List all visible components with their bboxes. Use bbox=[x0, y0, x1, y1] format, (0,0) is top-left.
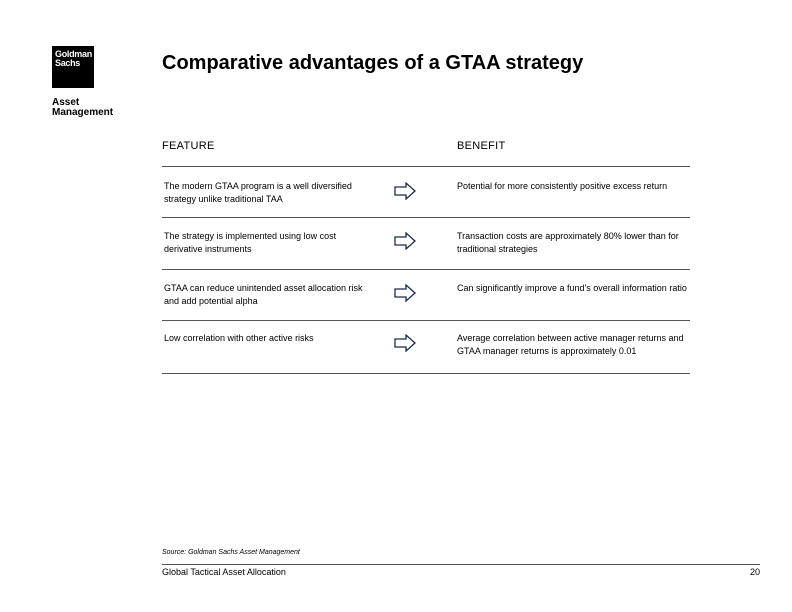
benefit-text: Average correlation between active manager returns and GTAA manager returns is approximately 0.01 bbox=[457, 333, 684, 356]
page-title: Comparative advantages of a GTAA strategy bbox=[162, 52, 584, 74]
benefit-text: Transaction costs are approximately 80% lower than for traditional strategies bbox=[457, 231, 679, 254]
right-arrow-icon bbox=[394, 284, 416, 302]
source-note: Source: Goldman Sachs Asset Management bbox=[162, 549, 300, 556]
feature-text: GTAA can reduce unintended asset allocation risk and add potential alpha bbox=[164, 283, 363, 306]
right-arrow-icon bbox=[394, 182, 416, 200]
right-arrow-icon bbox=[394, 334, 416, 352]
feature-text: The strategy is implemented using low cost derivative instruments bbox=[164, 231, 337, 254]
division-name: Asset Management bbox=[52, 97, 114, 118]
benefit-column-header: BENEFIT bbox=[457, 140, 506, 152]
table-row bbox=[162, 230, 690, 280]
footer-divider bbox=[162, 564, 760, 565]
company-logo bbox=[52, 46, 94, 88]
feature-text: Low correlation with other active risks bbox=[164, 333, 314, 343]
logo-text: Goldman Sachs bbox=[55, 49, 92, 68]
table-divider bbox=[162, 320, 690, 321]
table-divider bbox=[162, 373, 690, 374]
table-divider bbox=[162, 166, 690, 167]
benefit-text: Potential for more consistently positive excess return bbox=[457, 181, 668, 191]
table-row bbox=[162, 180, 690, 230]
feature-column-header: FEATURE bbox=[162, 140, 215, 152]
footer-section-title: Global Tactical Asset Allocation bbox=[162, 567, 286, 577]
benefit-text: Can significantly improve a fund's overall information ratio bbox=[457, 283, 687, 293]
feature-text: The modern GTAA program is a well diversified strategy unlike traditional TAA bbox=[164, 181, 352, 204]
table-divider bbox=[162, 217, 690, 218]
right-arrow-icon bbox=[394, 232, 416, 250]
table-row bbox=[162, 332, 690, 382]
table-divider bbox=[162, 269, 690, 270]
table-row bbox=[162, 282, 690, 332]
page-number: 20 bbox=[749, 567, 760, 577]
